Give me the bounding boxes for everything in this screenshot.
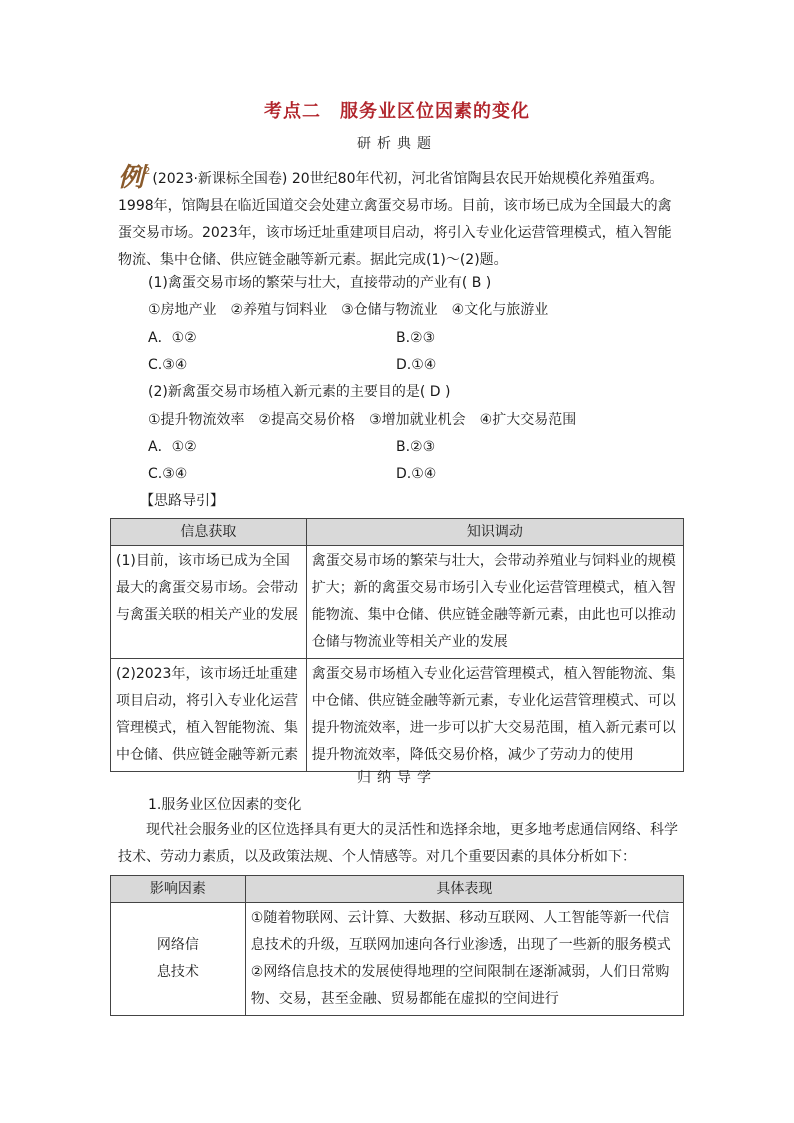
factors-table bbox=[110, 875, 684, 1016]
q1-option-d: D.①④ bbox=[396, 357, 437, 373]
table-header: 信息获取 bbox=[111, 519, 307, 546]
table-header: 具体表现 bbox=[245, 876, 683, 903]
table-row bbox=[111, 659, 684, 772]
q2-option-d: D.①④ bbox=[396, 466, 437, 482]
table-cell: 禽蛋交易市场的繁荣与壮大，会带动养殖业与饲料业的规模扩大；新的禽蛋交易市场引入专业化运营管理模式，植入智能物流、集中仓储、供应链金融等新元素，由此也可以推动仓储与物流业等相关产业的发展 bbox=[306, 546, 683, 659]
table-row bbox=[111, 903, 684, 1016]
page-title: 考点二 服务业区位因素的变化 bbox=[264, 101, 530, 122]
table-header-row bbox=[111, 876, 684, 903]
section-heading-summary: 归纳导学 bbox=[357, 770, 437, 786]
q1-option-c: C.③④ bbox=[148, 357, 188, 373]
table-header: 影响因素 bbox=[111, 876, 246, 903]
q2-option-a: A．①② bbox=[148, 439, 197, 455]
table-cell: 禽蛋交易市场植入专业化运营管理模式，植入智能物流、集中仓储、供应链金融等新元素，专业化运营管理模式、可以提升物流效率，进一步可以扩大交易范围，植入新元素可以提升物流效率，降低交易价格，减少了劳动力的使用 bbox=[306, 659, 683, 772]
example-text: (2023·新课标全国卷) 20世纪80年代初，河北省馆陶县农民开始规模化养殖蛋鸡。1998年，馆陶县在临近国道交会处建立禽蛋交易市场。目前，该市场已成为全国最大的禽蛋交易市场。2023年，该市场迁址重建项目启动，将引入专业化运营管理模式，植入智能物流、集中仓储、供应链金融等新元素。据此完成(1)～(2)题。 bbox=[118, 171, 672, 268]
analysis-table bbox=[110, 518, 684, 772]
table-cell: 网络信 息技术 bbox=[111, 903, 246, 1016]
table-cell: ①随着物联网、云计算、大数据、移动互联网、人工智能等新一代信息技术的升级，互联网加速向各行业渗透，出现了一些新的服务模式 ②网络信息技术的发展使得地理的空间限制在逐渐减弱，人们日常购物、交易，甚至金融、贸易都能在虚拟的空间进行 bbox=[245, 903, 683, 1016]
q1-option-a: A．①② bbox=[148, 330, 197, 346]
table-header-row bbox=[111, 519, 684, 546]
example-paragraph bbox=[118, 158, 678, 274]
intro-paragraph: 现代社会服务业的区位选择具有更大的灵活性和选择余地，更多地考虑通信网络、科学技术、劳动力素质，以及政策法规、个人情感等。对几个重要因素的具体分析如下： bbox=[118, 822, 678, 865]
q1-items: ①房地产业 ②养殖与饲料业 ③仓储与物流业 ④文化与旅游业 bbox=[148, 302, 549, 318]
table-header: 知识调动 bbox=[306, 519, 683, 546]
section-heading-study: 研析典题 bbox=[357, 136, 437, 152]
q2-option-c: C.③④ bbox=[148, 466, 188, 482]
table-row bbox=[111, 546, 684, 659]
example-mark: 例 bbox=[118, 163, 145, 193]
q2-items: ①提升物流效率 ②提高交易价格 ③增加就业机会 ④扩大交易范围 bbox=[148, 412, 577, 428]
table-cell: (2)2023年，该市场迁址重建项目启动，将引入专业化运营管理模式，植入智能物流、集中仓储、供应链金融等新元素 bbox=[111, 659, 307, 772]
guide-title: 【思路导引】 bbox=[140, 493, 224, 509]
example-number: 2 bbox=[144, 166, 151, 177]
q2-stem: (2)新禽蛋交易市场植入新元素的主要目的是( D ) bbox=[148, 384, 451, 400]
table-cell: (1)目前，该市场已成为全国最大的禽蛋交易市场。会带动与禽蛋关联的相关产业的发展 bbox=[111, 546, 307, 659]
q1-stem: (1)禽蛋交易市场的繁荣与壮大，直接带动的产业有( B ) bbox=[148, 275, 492, 291]
point-heading: 1.服务业区位因素的变化 bbox=[148, 797, 302, 813]
q1-option-b: B.②③ bbox=[396, 330, 436, 346]
q2-option-b: B.②③ bbox=[396, 439, 436, 455]
